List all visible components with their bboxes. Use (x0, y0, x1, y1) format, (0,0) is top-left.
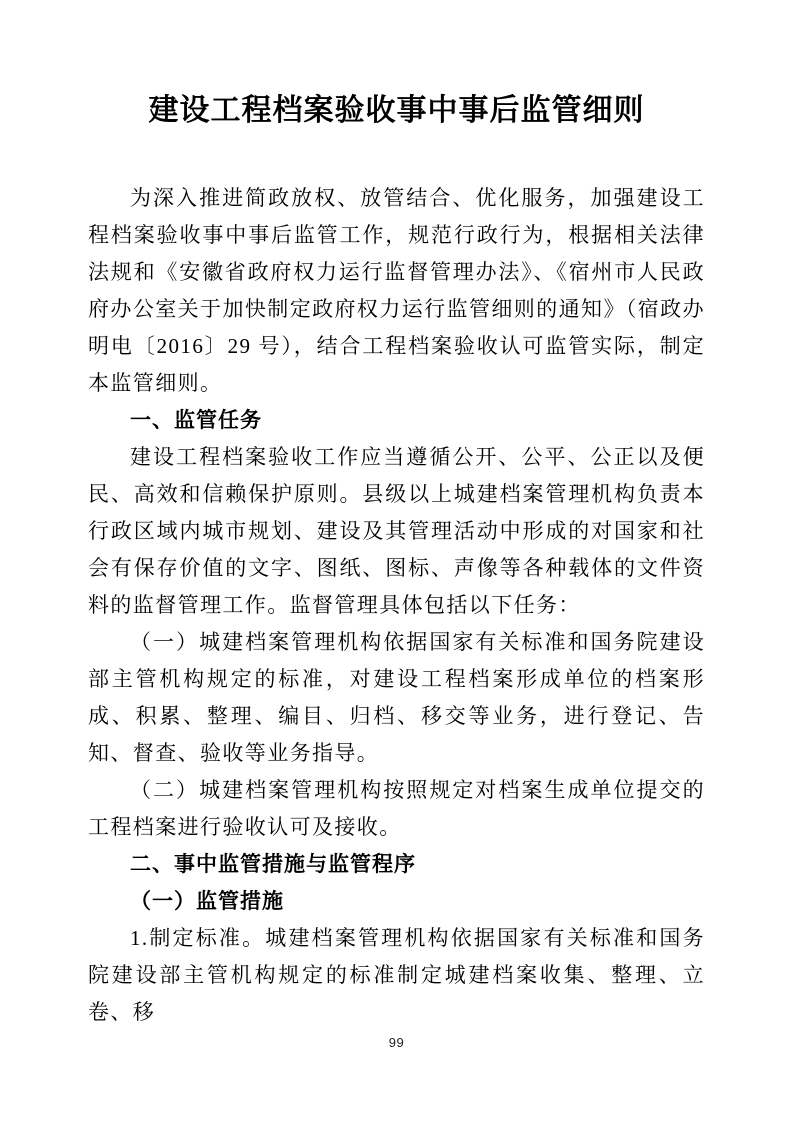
document-title: 建设工程档案验收事中事后监管细则 (148, 94, 645, 127)
page-footer (0, 1034, 793, 1052)
paragraph-task-item-2: （二）城建档案管理机构按照规定对档案生成单位提交的工程档案进行验收认可及接收。 (88, 778, 705, 839)
paragraph-task-item-1: （一）城建档案管理机构依据国家有关标准和国务院建设部主管机构规定的标准，对建设工程档案形成单位的档案形成、积累、整理、编目、归档、移交等业务，进行登记、告知、督查、验收等业务指导。 (88, 630, 705, 765)
paragraph-intro: 为深入推进简政放权、放管结合、优化服务，加强建设工程档案验收事中事后监管工作，规范行政行为，根据相关法律法规和《安徽省政府权力运行监督管理办法》、《宿州市人民政府办公室关于加快制定政府权力运行监管细则的通知》（宿政办明电〔2016〕29 号），结合工程档案验收认可监管实际，制定本监管细则。 (88, 186, 705, 395)
section-heading-2: 二、事中监管措施与监管程序 (130, 853, 416, 876)
page-number: 99 (388, 1035, 405, 1050)
section-heading-1: 一、监管任务 (130, 409, 262, 432)
paragraph-standard-setting: 1.制定标准。城建档案管理机构依据国家有关标准和国务院建设部主管机构规定的标准制定城建档案收集、整理、立卷、移 (88, 926, 705, 1024)
document-body (88, 180, 705, 1031)
paragraph-supervision-tasks: 建设工程档案验收工作应当遵循公开、公平、公正以及便民、高效和信赖保护原则。县级以上城建档案管理机构负责本行政区域内城市规划、建设及其管理活动中形成的对国家和社会有保存价值的文字、图纸、图标、声像等各种载体的文件资料的监督管理工作。监督管理具体包括以下任务： (88, 445, 705, 617)
subsection-heading-2-1: （一）监管措施 (130, 890, 284, 913)
